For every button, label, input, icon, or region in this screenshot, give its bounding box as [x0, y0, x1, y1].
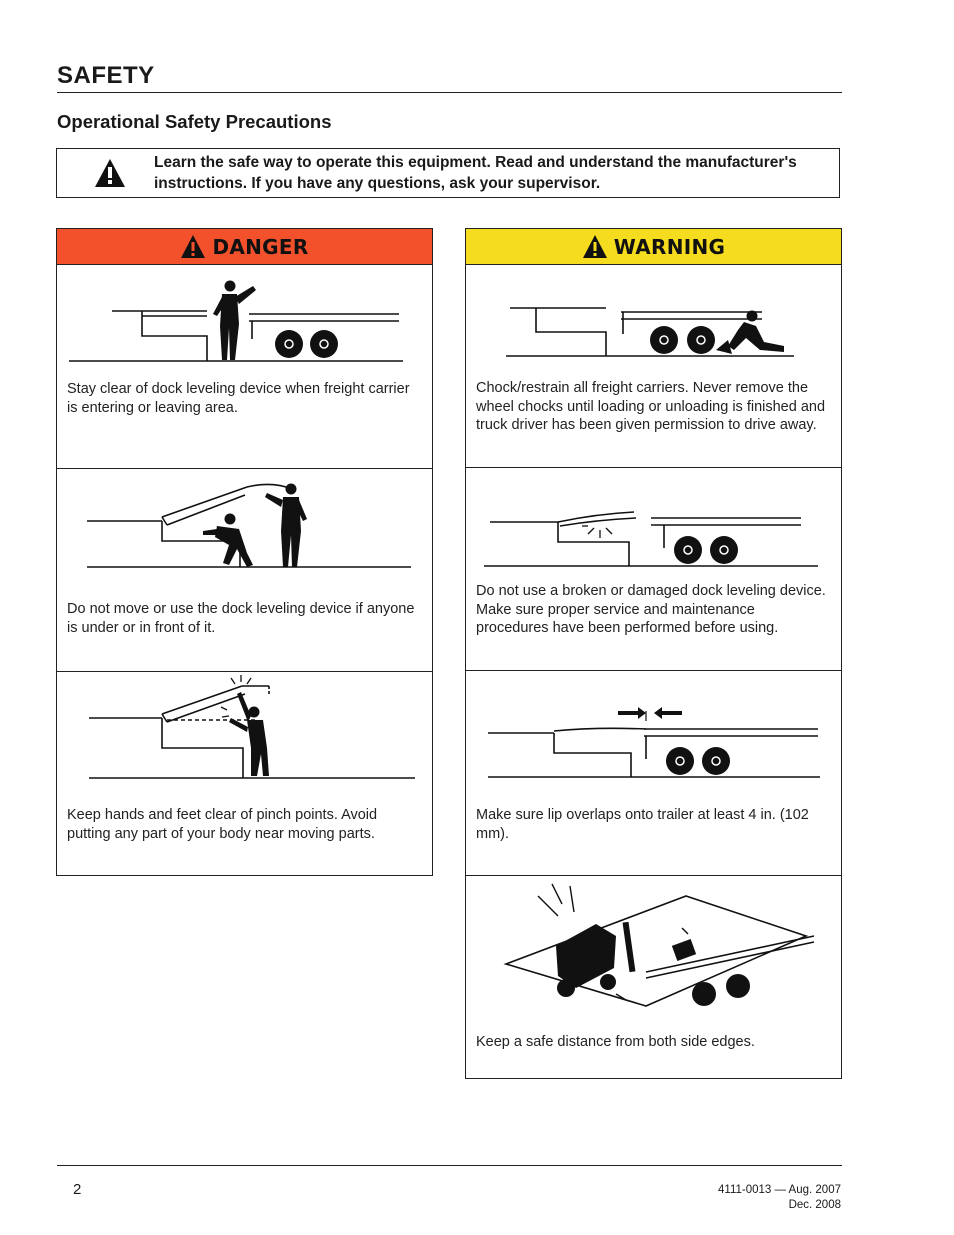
danger-item-1 [57, 264, 432, 469]
safety-notice-box [56, 148, 840, 198]
section-subtitle: Operational Safety Precautions [57, 111, 332, 132]
page-title: SAFETY [57, 62, 155, 89]
person-beside-dock-illustration [57, 264, 431, 394]
danger-item-2-text: Do not move or use the dock leveling device if anyone is under or in front of it. [67, 601, 415, 636]
warning-header [466, 229, 841, 265]
warning-item-3 [466, 671, 841, 876]
warning-column [465, 228, 842, 1079]
warning-triangle-icon [93, 157, 127, 189]
danger-item-1-text: Stay clear of dock leveling device when freight carrier is entering or leaving area. [67, 381, 410, 416]
document-number: 4111-0013 — Aug. 2007 [718, 1184, 841, 1196]
danger-label: DANGER [212, 234, 309, 259]
warning-item-2-text: Do not use a broken or damaged dock leveling device. Make sure proper service and maintenance procedures have been performed before using. [476, 583, 826, 637]
warning-triangle-icon [582, 234, 608, 260]
footer-divider [57, 1165, 842, 1166]
warning-item-1-text: Chock/restrain all freight carriers. Never remove the wheel chocks until loading or unloading is finished and truck driver has been given permission to drive away. [476, 380, 826, 434]
revision-date: Dec. 2008 [788, 1199, 841, 1211]
lip-overlap-illustration [466, 671, 840, 801]
danger-triangle-icon [180, 234, 206, 260]
forklift-edge-illustration [466, 876, 840, 1016]
danger-item-2 [57, 469, 432, 672]
person-under-deck-illustration [57, 469, 431, 599]
danger-header [57, 229, 432, 265]
warning-item-4-text: Keep a safe distance from both side edges. [476, 1034, 755, 1050]
danger-item-3-text: Keep hands and feet clear of pinch points. Avoid putting any part of your body near moving parts. [67, 807, 378, 842]
warning-label: WARNING [613, 234, 726, 259]
notice-text: Learn the safe way to operate this equipment. Read and understand the manufacturer's instructions. If you have any questions, ask your supervisor. [154, 154, 797, 192]
broken-dock-leveler-illustration [466, 468, 840, 598]
chock-wheels-illustration [466, 264, 840, 394]
document-id [718, 1183, 841, 1213]
danger-column [56, 228, 433, 876]
hand-pinch-point-illustration [57, 672, 431, 802]
warning-item-2 [466, 468, 841, 671]
warning-item-3-text: Make sure lip overlaps onto trailer at least 4 in. (102 mm). [476, 807, 809, 842]
title-divider [57, 92, 842, 93]
page-number: 2 [73, 1181, 82, 1198]
warning-item-4 [466, 876, 841, 1078]
danger-item-3 [57, 672, 432, 877]
warning-item-1 [466, 264, 841, 468]
